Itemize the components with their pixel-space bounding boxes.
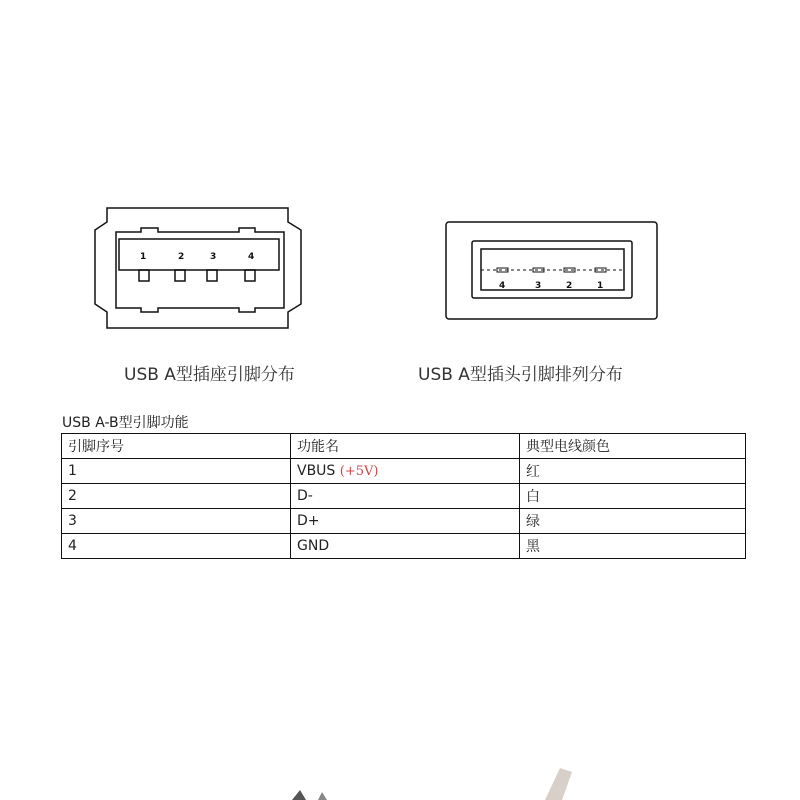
table-row [62, 459, 746, 484]
color-cell: 黑 [520, 534, 746, 559]
table-row [62, 484, 746, 509]
pin-cell: 3 [62, 509, 291, 534]
bottom-edge-marks [0, 760, 800, 800]
color-cell: 绿 [520, 509, 746, 534]
plug-pin-2: 2 [566, 281, 573, 291]
header-function-name: 功能名 [291, 434, 520, 459]
plug-pin-3: 3 [535, 281, 542, 291]
function-cell: GND [291, 534, 520, 559]
pin-cell: 1 [62, 459, 291, 484]
table-title: USB A-B型引脚功能 [62, 415, 189, 431]
table-row [62, 509, 746, 534]
function-name: VBUS [297, 463, 336, 479]
socket-pin-2: 2 [178, 252, 185, 262]
plug-caption: USB A型插头引脚排列分布 [418, 365, 623, 385]
table-header-row [62, 434, 746, 459]
color-cell: 白 [520, 484, 746, 509]
usb-a-plug-diagram [446, 222, 657, 319]
socket-pin-1: 1 [140, 252, 147, 262]
socket-pin-4: 4 [248, 252, 255, 262]
function-cell: D- [291, 484, 520, 509]
header-wire-color: 典型电线颜色 [520, 434, 746, 459]
table-row [62, 534, 746, 559]
plug-pin-4: 4 [499, 281, 506, 291]
socket-pin-3: 3 [210, 252, 217, 262]
usb-a-socket-diagram [95, 208, 301, 328]
header-pin-number: 引脚序号 [62, 434, 291, 459]
function-cell: D+ [291, 509, 520, 534]
function-cell [291, 459, 520, 484]
socket-caption: USB A型插座引脚分布 [124, 365, 295, 385]
pin-cell: 4 [62, 534, 291, 559]
plug-pin-1: 1 [597, 281, 604, 291]
pin-cell: 2 [62, 484, 291, 509]
color-cell: 红 [520, 459, 746, 484]
pin-function-table [61, 433, 746, 559]
function-note: (+5V) [339, 464, 379, 479]
